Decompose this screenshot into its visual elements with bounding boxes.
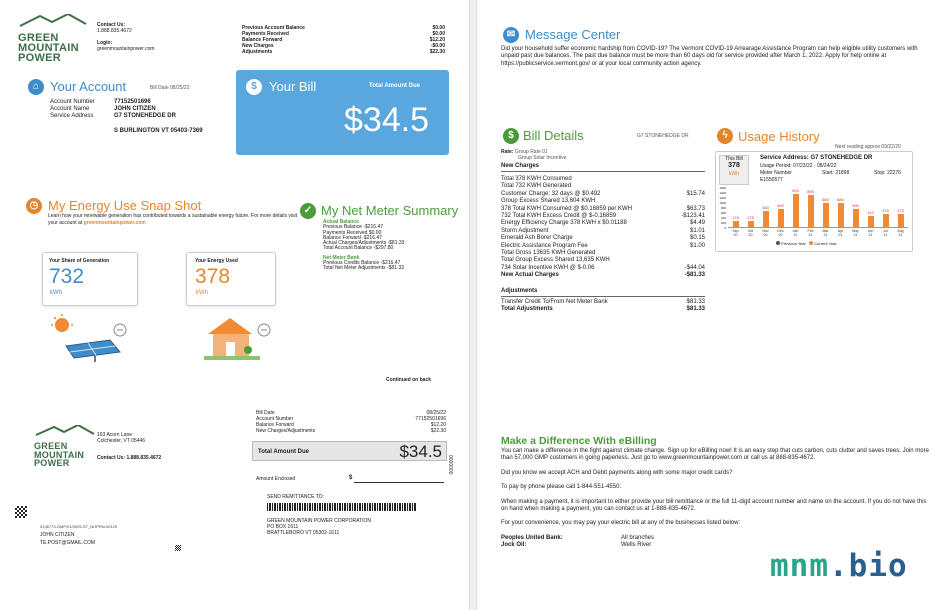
usage-bar — [898, 214, 905, 228]
bill-front-page — [0, 0, 470, 610]
x-tick-label: Oct 20 — [747, 229, 754, 237]
x-tick-label: Sep 20 — [732, 229, 739, 237]
net-meter-bank-lines — [323, 261, 453, 272]
generation-value: 732 — [49, 265, 85, 288]
meter-label: Meter Number — [760, 170, 792, 176]
x-tick-label: Dec 20 — [777, 229, 784, 237]
next-reading: Next reading approx 09/22/20 — [835, 144, 901, 150]
summary-label: Previous Account Balance — [242, 25, 305, 31]
y-axis-ticks — [718, 188, 726, 228]
logo-line1: GREEN — [18, 32, 59, 44]
actual-balance-line: Balance Forward -$216.47 — [323, 234, 382, 241]
datamatrix-code — [15, 506, 27, 518]
net-meter-title: My Net Meter Summary — [321, 203, 459, 218]
bd-value: $1.01 — [689, 227, 705, 234]
usage-bar — [778, 209, 785, 227]
bd-row — [501, 220, 705, 227]
new-total-value: -$81.33 — [684, 272, 705, 279]
ebilling-p2: Did you know we accept ACH and Debit payments along with some major credit cards? — [501, 469, 733, 476]
stub-label: Account Number — [256, 416, 294, 422]
bar-value-label: 680 — [837, 196, 844, 202]
energy-used-label: Your Energy Used — [195, 258, 238, 264]
login-url[interactable]: greenmountainpower.com — [97, 46, 155, 52]
stub-contact: Contact Us: 1.888.835.4672 — [97, 455, 162, 461]
remit-line: PO BOX 1611 — [267, 524, 299, 530]
y-tick-label: 1400 — [719, 191, 726, 195]
stub-value: 08/25/22 — [426, 410, 446, 416]
x-tick-label: Mar 21 — [822, 229, 829, 237]
watermark — [770, 548, 908, 584]
bar-value-label: 920 — [792, 187, 799, 193]
bd-row — [501, 206, 705, 213]
stub-address — [97, 432, 145, 444]
usage-bar — [883, 214, 890, 228]
generation-label: Your Share of Generation — [49, 258, 110, 264]
stub-side-code: 0000000 — [447, 455, 453, 475]
usage-bar — [733, 221, 740, 227]
usage-bar — [793, 194, 800, 227]
summary-row — [242, 49, 445, 55]
bar-value-label: 680 — [822, 196, 829, 202]
bank-line: Previous Credits Balance -$216.47 — [323, 260, 401, 267]
bd-label: Electric Assistance Program Fee — [501, 242, 588, 249]
remit-heading: SEND REMITTANCE TO: — [267, 494, 324, 500]
meter-stop: Stop: 22276 — [874, 170, 901, 176]
bill-date: Bill Date 08/25/22 — [150, 85, 190, 91]
lightning-icon: ϟ — [717, 128, 733, 144]
summary-value: $0.00 — [432, 25, 445, 31]
stub-logo — [34, 424, 96, 468]
bar-value-label: 375 — [882, 207, 889, 213]
bd-label: Total Gross 13635 KWH Generated — [501, 250, 596, 257]
x-tick-label: Feb 21 — [807, 229, 814, 237]
actual-balance-lines — [323, 225, 453, 251]
bar-value-label: 175 — [747, 214, 754, 220]
ebilling-p5: For your convenience, you may pay your electric bill at any of the businesses listed below: — [501, 520, 741, 527]
acct-row — [50, 106, 240, 113]
acct-row — [50, 99, 240, 106]
actual-balance-line: Previous Balance -$216.47 — [323, 224, 384, 231]
bar-value-label: 490 — [852, 203, 859, 209]
bd-label: 732 Total KWH Excess Credit @ $-0.16859 — [501, 213, 617, 220]
watermark-part1: mnm — [770, 548, 829, 584]
stub-value: $12.20 — [430, 422, 446, 428]
contact-heading: Contact Us: — [97, 22, 126, 28]
dollar-icon: $ — [246, 79, 262, 95]
usage-bar — [823, 203, 830, 227]
snapshot-text — [48, 213, 298, 226]
y-tick-label: 1000 — [719, 201, 726, 205]
x-tick-label: Jul 21 — [883, 229, 888, 237]
new-charges-total — [501, 272, 705, 279]
acct-value: G7 STONEHEDGE DR — [114, 113, 176, 119]
y-tick-label: 600 — [720, 211, 726, 215]
business-item — [501, 535, 931, 542]
acct-value: 77152501696 — [114, 99, 151, 105]
stub-total-box — [252, 441, 447, 461]
stub-value: $22.30 — [430, 428, 446, 434]
bd-value: $0.15 — [689, 235, 705, 242]
usage-service-address: Service Address: G7 STONEHEDGE DR — [760, 155, 873, 161]
y-tick-label: 1600 — [719, 186, 726, 190]
net-meter-details — [323, 220, 453, 272]
stub-details — [256, 410, 446, 434]
bd-label: 378 Total KWH Consumed @ $0.16859 per KWH — [501, 205, 633, 212]
bd-row — [501, 198, 705, 205]
account-details — [50, 99, 240, 120]
y-tick-label: 800 — [720, 206, 726, 210]
usage-bar — [763, 211, 770, 227]
usage-bar — [808, 195, 815, 227]
bd-label: Emerald Ash Borer Charge — [501, 235, 573, 242]
adj-total-label: Total Adjustments — [501, 306, 553, 313]
customer-name: JOHN CITIZEN — [40, 532, 75, 538]
message-center-title: Message Center — [525, 27, 621, 42]
usage-history-title: Usage History — [738, 129, 820, 144]
this-bill-label: This Bill — [725, 156, 743, 162]
watermark-part2: .bio — [829, 548, 908, 584]
x-tick-label: Nov 20 — [762, 229, 769, 237]
clock-icon: ◷ — [26, 198, 42, 214]
adj-label: Transfer Credit To/From Net Meter Bank — [501, 298, 608, 305]
legend-curr-swatch — [809, 241, 813, 245]
y-tick-label: 400 — [720, 216, 726, 220]
your-account-title: Your Account — [50, 79, 127, 94]
total-due-label: Total Amount Due — [369, 83, 420, 89]
bd-value: $63.73 — [686, 205, 705, 212]
stub-row — [256, 428, 446, 434]
actual-balance-line: Payments Received $0.00 — [323, 229, 382, 236]
stub-label: Bill Date — [256, 410, 275, 416]
bd-row — [501, 243, 705, 250]
adj-total-value: $81.33 — [686, 306, 705, 313]
generation-unit: kWh — [50, 290, 62, 296]
summary-label: New Charges — [242, 43, 274, 49]
acct-label: Account Number — [50, 99, 95, 105]
adjustments-heading: Adjustments — [501, 288, 705, 297]
chart-legend — [776, 241, 837, 246]
bd-row — [501, 183, 705, 190]
meter-start: Start: 21898 — [822, 170, 850, 176]
mail-code: 0136773-GMP/01/0025-ST_NOPRN-00125 — [40, 524, 118, 529]
house-icon — [198, 312, 278, 362]
stub-logo-line1: GREEN — [34, 441, 68, 451]
y-tick-label: 1200 — [719, 196, 726, 200]
total-due-amount: $34.5 — [344, 101, 430, 139]
new-total-label: New Actual Charges — [501, 272, 559, 279]
stub-logo-line2: MOUNTAIN — [34, 449, 85, 460]
bd-label: Group Excess Shared 13,604 KWH — [501, 198, 596, 205]
bd-label: Total 732 KWH Generated — [501, 183, 572, 190]
rate-label: Rate: — [501, 149, 514, 155]
summary-value: $12.20 — [429, 37, 445, 43]
x-tick-label: Jan 21 — [792, 229, 799, 237]
usage-plot-area — [728, 188, 908, 228]
bd-row — [501, 235, 705, 242]
bar-value-label: 890 — [807, 188, 814, 194]
legend-curr-label: Current Year — [814, 241, 837, 246]
bd-value: $15.74 — [686, 190, 705, 197]
stub-value: 77152501696 — [415, 416, 446, 422]
small-code — [175, 545, 181, 551]
x-tick-label: May 21 — [852, 229, 859, 237]
actual-balance-line: Total Account Balance -$297.80 — [323, 245, 394, 252]
actual-balance-line: Actual Charges/Adjustments -$81.33 — [323, 240, 405, 247]
stub-label: New Charges/Adjustments — [256, 428, 316, 434]
acct-row — [50, 113, 240, 120]
bar-value-label: 450 — [762, 204, 769, 210]
chat-icon: ✉ — [503, 27, 519, 43]
bar-value-label: 490 — [777, 203, 784, 209]
y-tick-label: 0 — [724, 226, 726, 230]
x-tick-label: Jun 21 — [867, 229, 874, 237]
stub-mountain-icon — [34, 425, 96, 437]
bd-label: Energy Efficiency Charge 378 KWH x $0.01188 — [501, 220, 627, 227]
bank-line: Total Net Meter Adjustments -$81.33 — [323, 265, 404, 272]
bd-label: Customer Charge: 32 days @ $0.492 — [501, 190, 601, 197]
rate-1: Group Rate 01 — [514, 149, 548, 155]
stub-label: Balance Forward — [256, 422, 294, 428]
bd-label: Storm Adjustment — [501, 227, 549, 234]
usage-bar — [853, 209, 860, 227]
new-charges-heading: New Charges — [501, 163, 705, 172]
remit-address — [267, 518, 371, 536]
usage-bar — [748, 221, 755, 227]
bd-row — [501, 213, 705, 220]
legend-prev-swatch — [776, 241, 780, 245]
bd-value: $1.00 — [689, 242, 705, 249]
ebilling-p4: When making a payment, it is important to either provide your bill remittance or the full 11-digit account number and name on the account. If you do not have this on hand when making a payment, you can contact us at 1-888-835-4672. — [501, 498, 927, 513]
adjustments-total — [501, 306, 705, 313]
summary-label: Balance Forward — [242, 37, 283, 43]
business-location: Wells River — [621, 542, 652, 549]
customer-email: TE.POST@GMAIL.COM — [40, 540, 96, 546]
adj-value: $81.33 — [686, 298, 705, 305]
usage-chart-panel — [715, 151, 913, 252]
bill-dollar-icon: $ — [503, 128, 519, 144]
x-tick-label: Aug 21 — [897, 229, 904, 237]
summary-label: Adjustments — [242, 49, 273, 55]
x-axis-labels — [728, 229, 908, 239]
this-bill-unit: kWh — [729, 170, 739, 177]
logo-line3: POWER — [18, 52, 62, 64]
energy-used-unit: kWh — [196, 290, 208, 296]
bd-value: -$44.04 — [684, 264, 705, 271]
summary-value: $22.30 — [429, 49, 445, 55]
ebilling-title: Make a Difference With eBilling — [501, 435, 657, 447]
contact-phone: 1.888.835.4672 — [97, 28, 132, 34]
login-label: Login: — [97, 40, 113, 46]
your-bill-panel — [236, 70, 449, 155]
y-tick-label: 200 — [720, 221, 726, 225]
summary-table — [242, 25, 445, 55]
ebilling-p1: You can make a difference in the fight against climate change. Sign up for eBilling now! It is an easy step that cuts carbon, cuts clutter and saves trees. Join more than 57,000 GMP customers in going paperless. Just go to www.greenmountainpower.com or call us at 888-835-4672. — [501, 448, 929, 462]
bill-back-page — [476, 0, 946, 610]
ebilling-body — [501, 448, 931, 550]
solar-panel-icon — [40, 312, 140, 362]
usage-bar — [838, 203, 845, 227]
stub-logo-line3: POWER — [34, 458, 70, 468]
stub-total-label: Total Amount Due — [258, 449, 309, 455]
bd-label: 734 Solar Incentive KWH @ $-0.06 — [501, 264, 595, 271]
bd-row — [501, 250, 705, 257]
energy-used-card — [186, 252, 276, 306]
adjustment-line — [501, 299, 705, 306]
summary-label: Payments Received — [242, 31, 289, 37]
stub-total-amount: $34.5 — [399, 442, 442, 461]
continued-note: Continued on back — [386, 377, 431, 383]
bd-label: Total Group Excess Shared 13,635 KWH — [501, 257, 610, 264]
amount-enclosed-label: Amount Enclosed — [256, 476, 296, 482]
contact-block — [97, 22, 187, 52]
snapshot-title: My Energy Use Snap Shot — [48, 198, 202, 213]
bd-value: $4.49 — [689, 220, 705, 227]
bar-value-label: 175 — [732, 214, 739, 220]
bd-row — [501, 265, 705, 272]
meter-id: E1550577 — [760, 177, 783, 183]
summary-value: $0.00 — [432, 31, 445, 37]
logo-line2: MOUNTAIN — [18, 42, 79, 54]
snapshot-link[interactable]: greenmountainpower.com — [83, 219, 146, 226]
service-address-line2: S BURLINGTON VT 05403-7369 — [114, 128, 203, 134]
usage-bar — [868, 216, 875, 227]
bill-details-title: Bill Details — [523, 128, 584, 143]
usage-period: Usage Period: 07/23/22 - 08/24/22 — [760, 163, 837, 169]
bd-row — [501, 228, 705, 235]
this-bill-value: 378 — [728, 162, 740, 169]
rate-2: Group Solar Incentive — [518, 155, 567, 161]
legend-prev-label: Previous Year — [781, 241, 806, 246]
postal-barcode — [267, 503, 417, 511]
ebilling-p3: To pay by phone please call 1-844-551-4550. — [501, 484, 622, 491]
this-bill-box — [719, 155, 749, 185]
gmp-logo — [18, 14, 88, 63]
mountain-logo-icon — [18, 14, 88, 28]
bd-row — [501, 191, 705, 198]
business-location: All branches — [621, 534, 655, 541]
bill-details-table — [501, 149, 705, 314]
business-name: Peoples United Bank: — [501, 534, 563, 541]
acct-label: Account Name — [50, 106, 90, 112]
check-icon: ✓ — [300, 203, 316, 219]
amount-enclosed-field[interactable] — [354, 482, 444, 483]
bar-value-label: 375 — [897, 207, 904, 213]
acct-value: JOHN CITIZEN — [114, 106, 156, 112]
bill-details-address: G7 STONEHEDGE DR — [637, 133, 689, 139]
business-name: Jock Oil: — [501, 542, 527, 549]
your-bill-title: Your Bill — [269, 79, 317, 94]
remit-line: GREEN MOUNTAIN POWER CORPORATION — [267, 518, 371, 524]
message-text: Did your household suffer economic hardship from COVID-19? The Vermont COVID-19 Arrearage Assistance Program can help eligible utility customers with unpaid past due balances. The past due balance must be more than 60 days old for service provided after March 1, 2022. Apply for help online at https://publicservice.vermont.gov/ or at your local community action agency. — [501, 46, 918, 67]
actual-balance-heading: Actual Balance — [323, 219, 359, 225]
bd-value: -$123.41 — [681, 213, 705, 220]
stub-address-line1: 163 Acorn Lane — [97, 432, 133, 438]
generation-card — [42, 252, 138, 306]
energy-used-value: 378 — [195, 265, 231, 288]
home-icon: ⌂ — [28, 79, 44, 95]
snapshot-text-body: Learn how your renewable generation has contributed towards a sustainable energy future. For more details visit your account at — [48, 213, 298, 226]
net-meter-bank-heading: Net Meter Bank — [323, 254, 360, 261]
stub-address-line2: Colchester, VT 05446 — [97, 438, 145, 444]
summary-value: -$0.00 — [430, 43, 445, 49]
amount-enclosed-dollar: $ — [349, 475, 353, 481]
remit-line: BRATTLEBORO VT 05302-1611 — [267, 530, 340, 536]
bar-value-label: 310 — [867, 209, 874, 215]
bd-row — [501, 176, 705, 183]
charge-lines — [501, 176, 705, 272]
bd-label: Total 378 KWH Consumed — [501, 176, 572, 182]
bd-row — [501, 257, 705, 264]
acct-label: Service Address — [50, 113, 94, 119]
x-tick-label: Apr 21 — [837, 229, 844, 237]
